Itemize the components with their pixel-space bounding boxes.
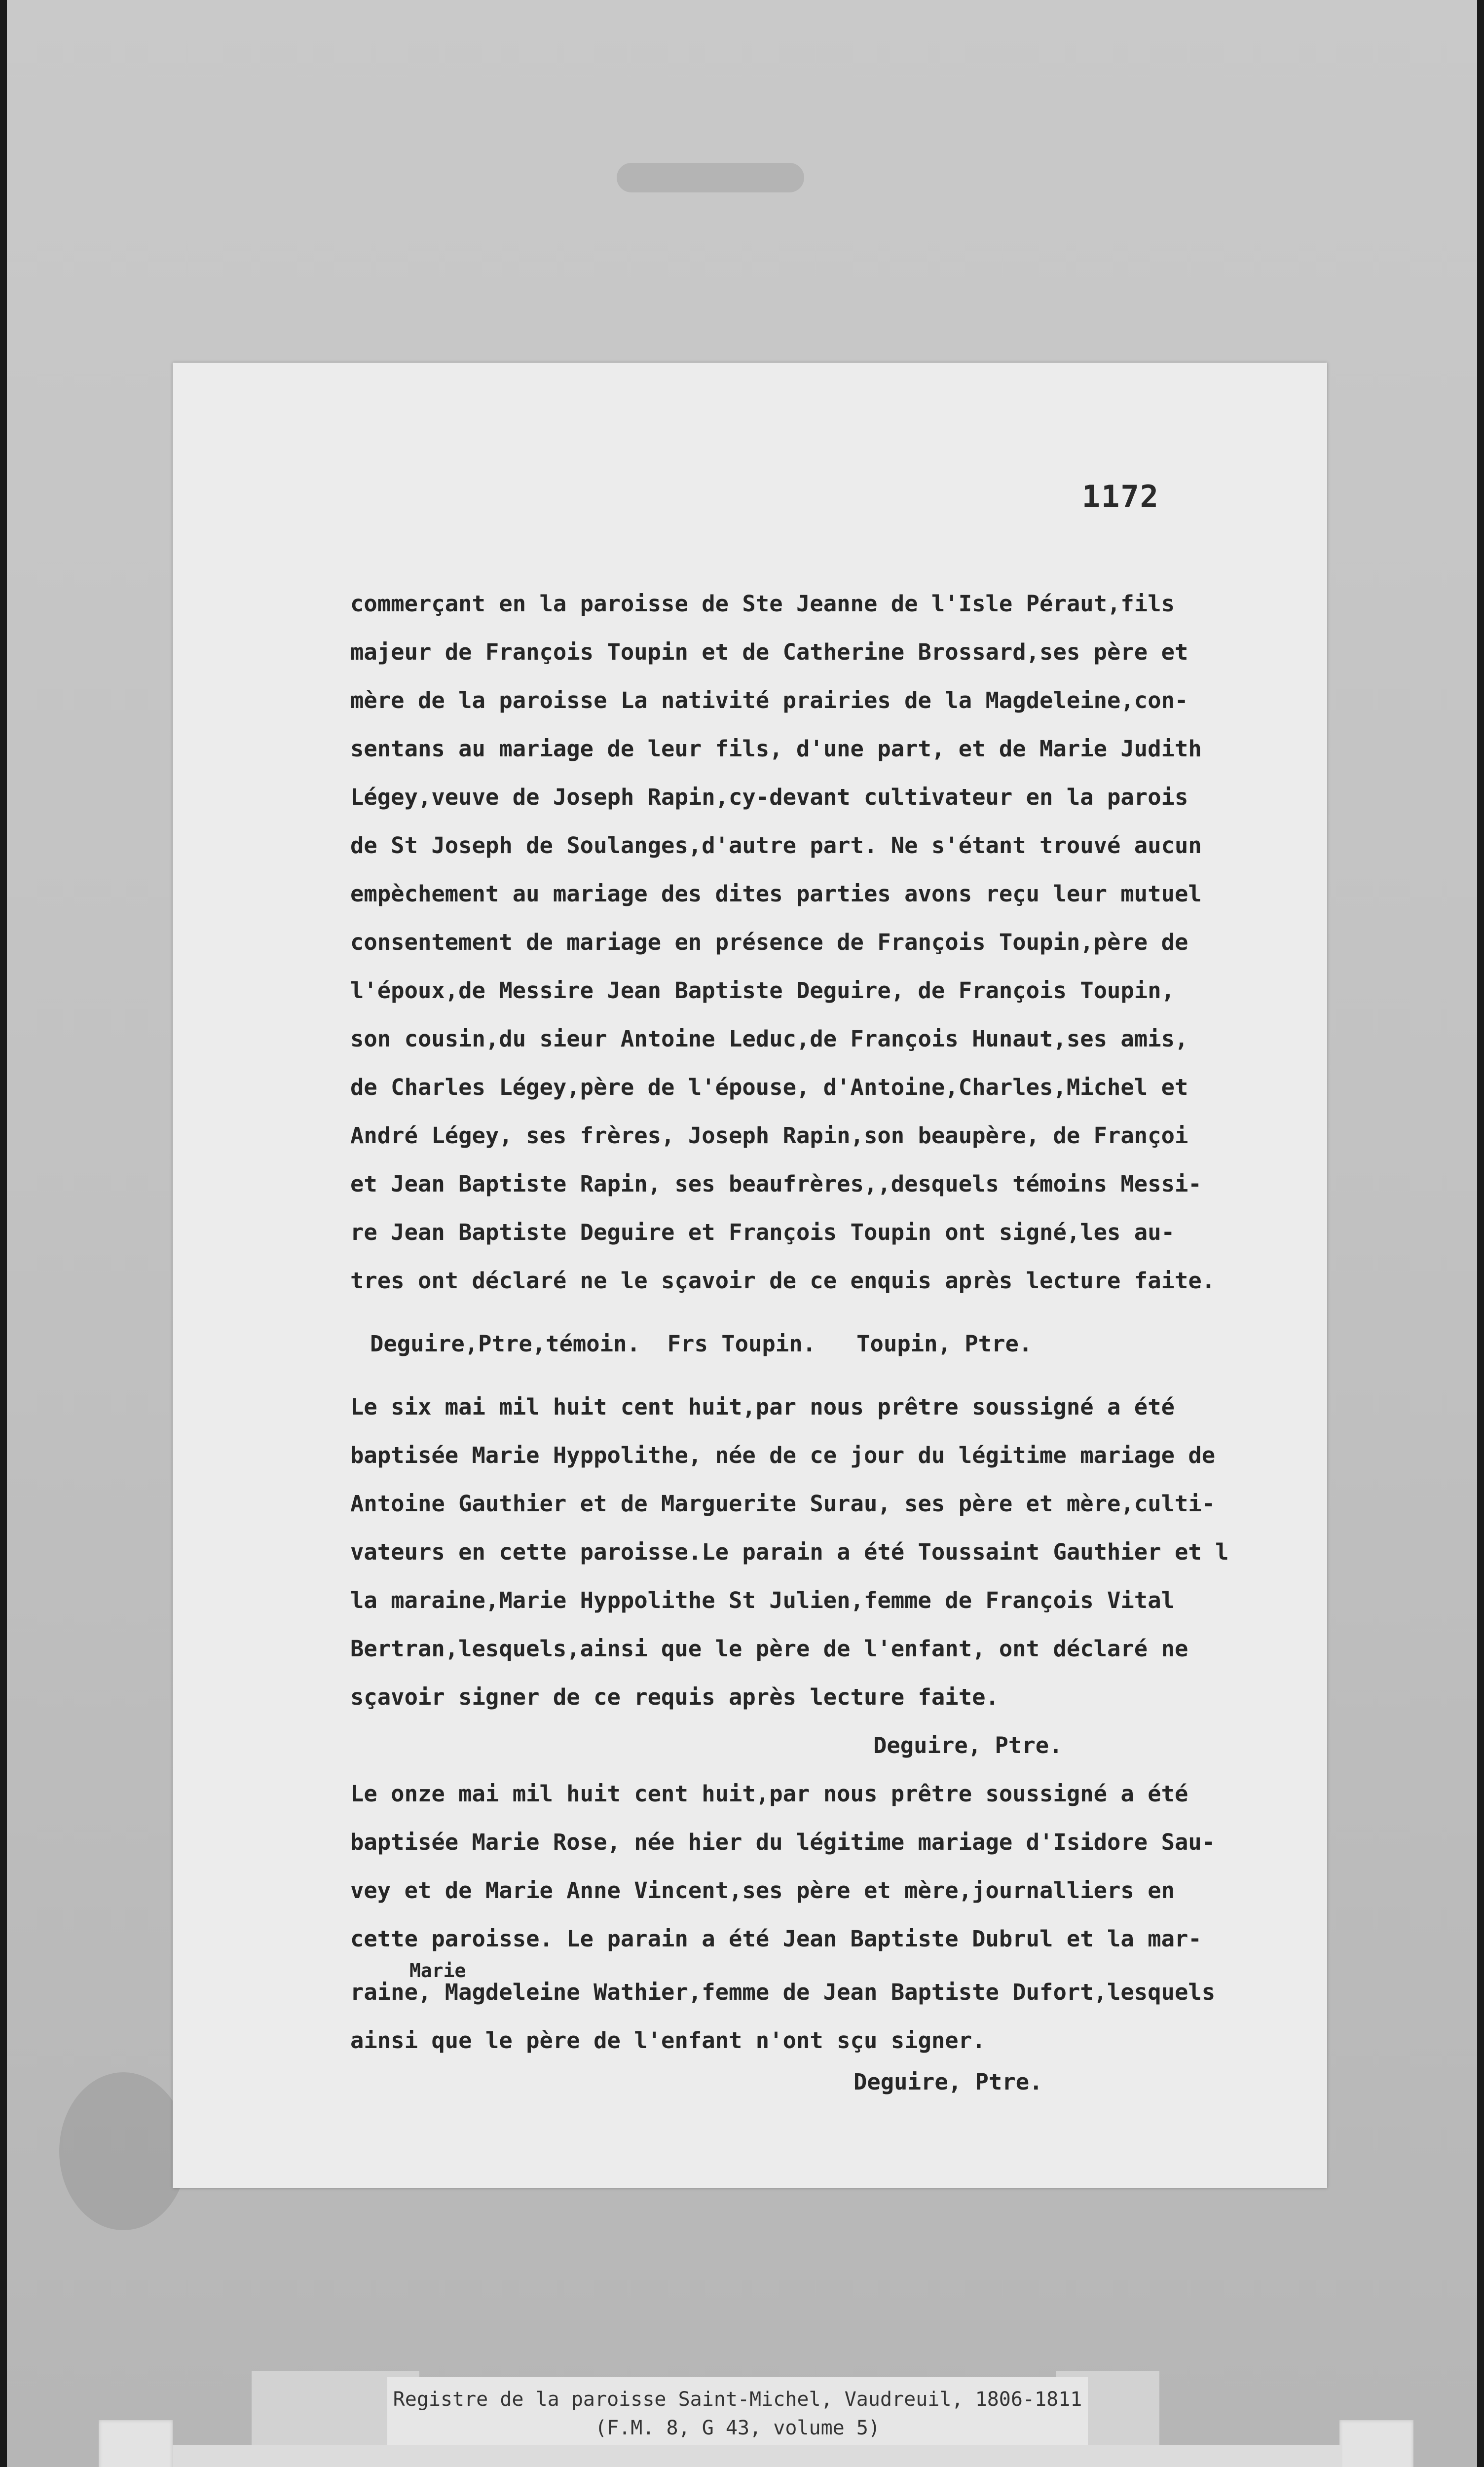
entry-line: de St Joseph de Soulanges,d'autre part. Ne s'étant trouvé aucun <box>350 832 1202 859</box>
entry-line: baptisée Marie Hyppolithe, née de ce jour du légitime mariage de <box>350 1442 1216 1468</box>
marriage-entry <box>350 580 1298 1368</box>
stamp-post <box>99 2420 173 2467</box>
entry-line: Le onze mai mil huit cent huit,par nous prêtre soussigné a été <box>350 1781 1188 1807</box>
film-stain <box>59 2072 187 2230</box>
entry-line: André Légey, ses frères, Joseph Rapin,son beaupère, de Françoi <box>350 1122 1188 1149</box>
entry-line: commerçant en la paroisse de Ste Jeanne de l'Isle Péraut,fils <box>350 591 1175 617</box>
entry-line: mère de la paroisse La nativité prairies de la Magdeleine,con- <box>350 687 1188 713</box>
marginal-insertion: Marie <box>409 1960 466 1981</box>
stamp-post <box>1339 2420 1413 2467</box>
baptism-signature: Deguire, Ptre. <box>853 2069 1043 2095</box>
entry-line: vey et de Marie Anne Vincent,ses père et mère,journalliers en <box>350 1877 1175 1904</box>
entry-line: Antoine Gauthier et de Marguerite Surau, ses père et mère,culti- <box>350 1491 1216 1517</box>
entry-line: consentement de mariage en présence de François Toupin,père de <box>350 929 1188 955</box>
film-stain <box>617 163 804 192</box>
entry-line: raine, Magdeleine Wathier,femme de Jean Baptiste Dufort,lesquels <box>350 1979 1216 2005</box>
register-page <box>173 363 1327 2188</box>
entry-line: re Jean Baptiste Deguire et François Toupin ont signé,les au- <box>350 1219 1175 1245</box>
caption-title: Registre de la paroisse Saint-Michel, Vaudreuil, 1806-1811 <box>393 2388 1082 2411</box>
entry-line: l'époux,de Messire Jean Baptiste Deguire, de François Toupin, <box>350 977 1175 1004</box>
entry-line: Légey,veuve de Joseph Rapin,cy-devant cultivateur en la parois <box>350 784 1188 810</box>
caption-reference: (F.M. 8, G 43, volume 5) <box>595 2417 880 2439</box>
marriage-signatures: Deguire,Ptre,témoin. Frs Toupin. Toupin, Ptre. <box>370 1331 1033 1357</box>
entry-line: son cousin,du sieur Antoine Leduc,de François Hunaut,ses amis, <box>350 1026 1188 1052</box>
spacer <box>350 1368 1298 1383</box>
spacer <box>350 1305 1298 1320</box>
entry-line: cette paroisse. Le parain a été Jean Baptiste Dubrul et la mar- <box>350 1926 1202 1952</box>
entry-line: et Jean Baptiste Rapin, ses beaufrères,,desquels témoins Messi- <box>350 1171 1202 1197</box>
entry-line: empèchement au mariage des dites parties avons reçu leur mutuel <box>350 881 1202 907</box>
entry-line: Bertran,lesquels,ainsi que le père de l'enfant, ont déclaré ne <box>350 1636 1188 1662</box>
baptism-signature: Deguire, Ptre. <box>873 1732 1063 1758</box>
page-number: 1172 <box>1081 479 1159 515</box>
entry-line: majeur de François Toupin et de Catherine Brossard,ses père et <box>350 639 1188 665</box>
film-frame-right-edge <box>1477 0 1484 2467</box>
baptism-entry-rose <box>350 1770 1298 2099</box>
film-frame-left-edge <box>0 0 7 2467</box>
entry-line: la maraine,Marie Hyppolithe St Julien,femme de François Vital <box>350 1587 1175 1613</box>
baptism-entry-hyppolithe <box>350 1383 1298 1770</box>
entry-line: baptisée Marie Rose, née hier du légitime mariage d'Isidore Sau- <box>350 1829 1216 1855</box>
archives-stamp <box>173 2445 1342 2467</box>
entry-line: tres ont déclaré ne le sçavoir de ce enquis après lecture faite. <box>350 1268 1216 1294</box>
entry-line: sentans au mariage de leur fils, d'une part, et de Marie Judith <box>350 736 1202 762</box>
entry-line: Le six mai mil huit cent huit,par nous prêtre soussigné a été <box>350 1394 1175 1420</box>
entry-line: de Charles Légey,père de l'épouse, d'Antoine,Charles,Michel et <box>350 1074 1188 1100</box>
entry-line: ainsi que le père de l'enfant n'ont sçu signer. <box>350 2027 986 2054</box>
register-text <box>350 580 1298 2099</box>
entry-line: vateurs en cette paroisse.Le parain a été Toussaint Gauthier et l <box>350 1539 1229 1565</box>
entry-line: sçavoir signer de ce requis après lecture faite. <box>350 1684 999 1710</box>
